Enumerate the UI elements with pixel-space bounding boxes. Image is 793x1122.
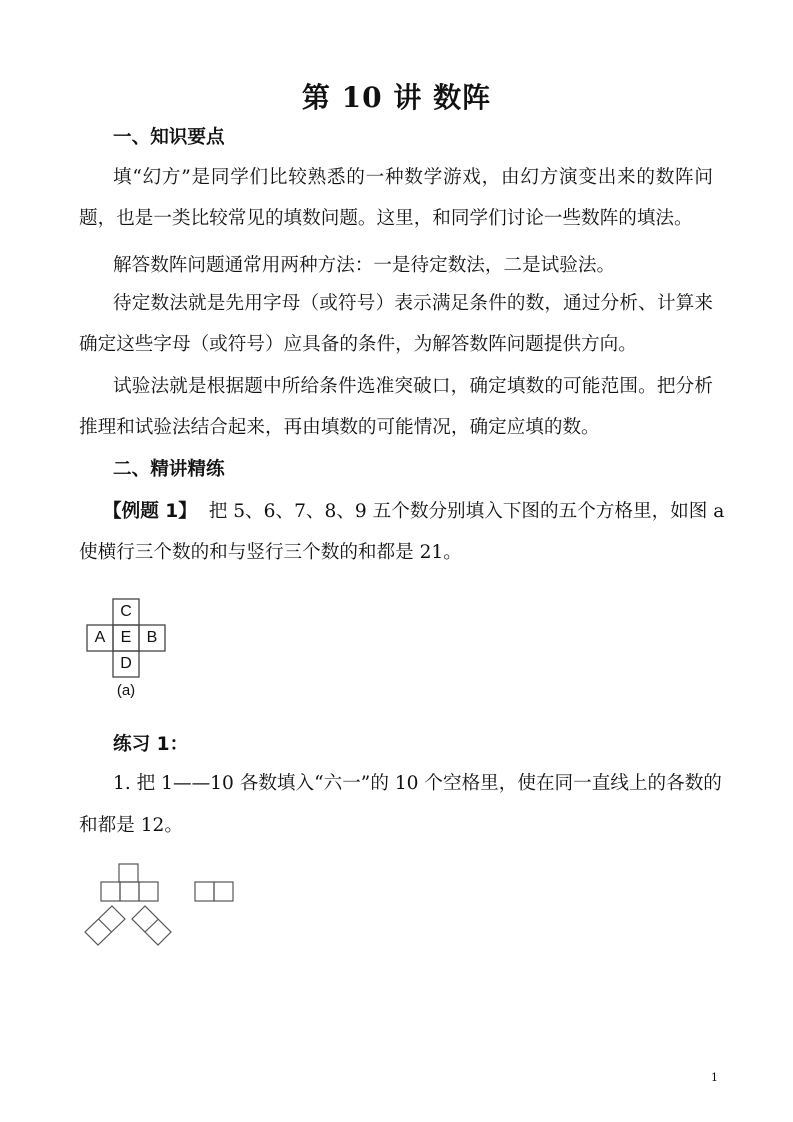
section-heading-knowledge: 一、知识要点	[113, 127, 225, 148]
example-line: 使横行三个数的和与竖行三个数的和都是 21。	[79, 542, 462, 563]
cell-e: E	[120, 629, 132, 646]
paragraph-line: 填“幻方”是同学们比较熟悉的一种数学游戏，由幻方演变出来的数阵问	[113, 167, 713, 188]
liuyi-grid	[85, 864, 233, 945]
practice-heading: 练习 1：	[113, 734, 189, 755]
practice-line: 和都是 12。	[79, 815, 183, 836]
section-heading-practice: 二、精讲精练	[113, 459, 225, 480]
paragraph-line: 题，也是一类比较常见的填数问题。这里，和同学们讨论一些数阵的填法。	[79, 208, 693, 229]
paragraph-line: 待定数法就是先用字母（或符号）表示满足条件的数，通过分析、计算来	[113, 293, 713, 314]
cell-b: B	[146, 629, 158, 646]
cell-d: D	[120, 655, 132, 672]
example-label: 【例题 1】	[103, 501, 197, 522]
paragraph-line: 确定这些字母（或符号）应具备的条件，为解答数阵问题提供方向。	[79, 334, 637, 355]
page-number: 1	[711, 1071, 718, 1084]
paragraph-line: 试验法就是根据题中所给条件选准突破口，确定填数的可能范围。把分析	[113, 376, 713, 397]
practice-line: 1. 把 1——10 各数填入“六一”的 10 个空格里，使在同一直线上的各数的	[113, 773, 722, 794]
cell-a: A	[94, 629, 106, 646]
example-text: 把 5、6、7、8、9 五个数分别填入下图的五个方格里，如图 a	[208, 501, 725, 522]
cell-c: C	[120, 603, 132, 620]
paragraph-line: 解答数阵问题通常用两种方法：一是待定数法，二是试验法。	[113, 255, 616, 276]
figure-caption: (a)	[116, 682, 136, 699]
page-title: 第 10 讲 数阵	[301, 81, 492, 114]
paragraph-line: 推理和试验法结合起来，再由填数的可能情况，确定应填的数。	[79, 417, 600, 438]
